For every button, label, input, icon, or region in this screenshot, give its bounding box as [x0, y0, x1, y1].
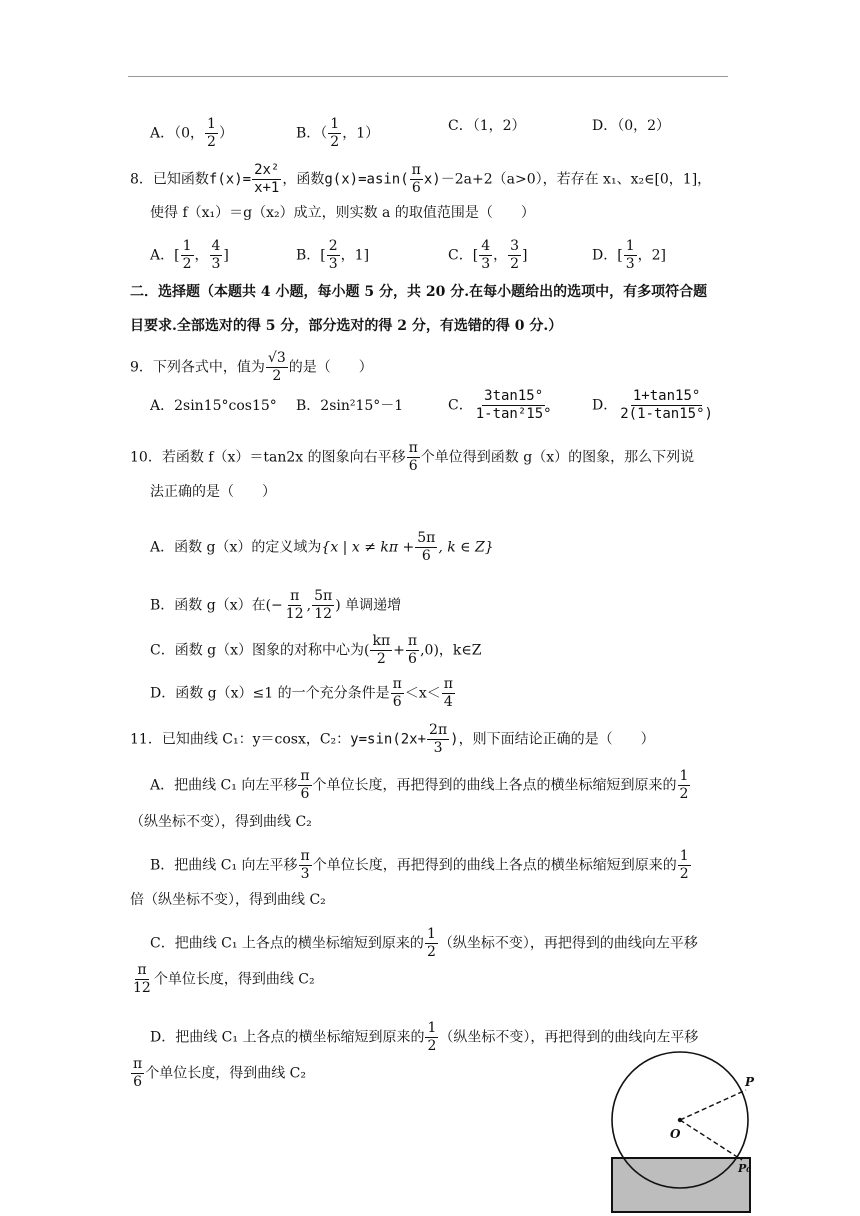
q9-stem: 9．下列各式中，值为 $\frac{√3}{2}$ 的是（ ）: [130, 350, 373, 384]
fraction: $\frac{1}{2}$: [207, 116, 216, 150]
q8-option-d: D．[ $\frac{1}{3}$ ，2]: [592, 238, 666, 272]
fraction: $\frac{\pi}{3}$: [300, 848, 310, 882]
fraction: $\frac{1}{2}$: [679, 768, 689, 802]
q11-option-a: A．把曲线 C₁ 向左平移 $\frac{\pi}{6}$ 个单位长度，再把得到的曲线上各点的横坐标缩短到原来的 $\frac{1}{2}$: [150, 768, 689, 802]
fraction: $\frac{1}{2}$: [427, 1020, 437, 1054]
fraction: $\frac{1+\tan 15^\circ}{2(1-\tan 15^\circ)}$: [620, 388, 713, 422]
q8-option-a: A．[ $\frac{1}{2}$ ， $\frac{4}{3}$ ]: [150, 238, 229, 272]
q10-option-b: B．函数 g（x）在(− $\frac{\pi}{12}$ , $\frac{5\pi}{12}$ ) 单调递增: [150, 588, 402, 622]
q7-option-d: D．（0，2）: [592, 118, 671, 134]
radius-op: [680, 1090, 746, 1120]
q10-option-a: A．函数 g（x）的定义域为{x | x ≠ kπ + $\frac{5\pi}{6}$ , k ∈ Z}: [150, 530, 494, 564]
fraction: $\frac{\pi}{6}$: [392, 676, 402, 710]
fraction: $\frac{2\pi}{3}$: [429, 722, 448, 756]
q10-stem-line2: 法正确的是（ ）: [150, 484, 276, 500]
fraction: $\frac{2}{3}$: [328, 238, 338, 272]
fraction: $\frac{\pi}{6}$: [411, 162, 421, 196]
fraction: $\frac{\pi}{12}$: [285, 588, 304, 622]
section2-heading-line2: 目要求.全部选对的得 5 分，部分选对的得 2 分，有选错的得 0 分.）: [130, 318, 563, 334]
ferris-wheel-figure: [604, 1050, 754, 1216]
label-p0: P₀: [738, 1162, 752, 1175]
fraction: $\frac{k\pi}{2}$: [372, 633, 391, 667]
fraction: $\frac{1}{2}$: [330, 116, 340, 150]
fraction: $\frac{5\pi}{6}$: [417, 530, 436, 564]
label-o: O: [670, 1127, 681, 1141]
q11-option-b: B．把曲线 C₁ 向左平移 $\frac{\pi}{3}$ 个单位长度，再把得到的曲线上各点的横坐标缩短到原来的 $\frac{1}{2}$: [150, 848, 689, 882]
fraction: $\frac{3}{2}$: [510, 238, 520, 272]
q8-option-b: B．[ $\frac{2}{3}$ ，1]: [296, 238, 370, 272]
q8-stem-line2: 使得 f（x₁）＝g（x₂）成立，则实数 a 的取值范围是（ ）: [150, 205, 535, 221]
fraction: $\frac{\pi}{6}$: [133, 1056, 143, 1090]
q11-option-d-line2: $\frac{\pi}{6}$ 个单位长度，得到曲线 C₂: [133, 1056, 306, 1090]
fraction: $\frac{\text{2x²}}{x+1}$: [254, 162, 280, 196]
section2-heading: 二．选择题（本题共 4 小题，每小题 5 分，共 20 分.在每小题给出的选项中，有多项符合题: [130, 284, 708, 300]
fraction: $\frac{3\tan 15^\circ}{\text{1-tan²15°}}$: [475, 388, 552, 422]
q11-option-b-line2: 倍（纵坐标不变），得到曲线 C₂: [130, 892, 326, 908]
q7-option-b: B．（ $\frac{1}{2}$ ，1）: [296, 116, 380, 150]
fraction: $\frac{5\pi}{12}$: [314, 588, 333, 622]
q9-option-a: A．2sin15°cos15°: [150, 398, 277, 414]
fraction: $\frac{\pi}{6}$: [300, 768, 310, 802]
fraction: $\frac{√3}{2}$: [267, 350, 286, 384]
q10-option-c: C．函数 g（x）图象的对称中心为( $\frac{k\pi}{2}$ + $\frac{\pi}{6}$ ,0)，k∈Z: [150, 633, 482, 667]
radius-op0: [680, 1120, 742, 1160]
q11-option-c-line2: $\frac{\pi}{12}$ 个单位长度，得到曲线 C₂: [133, 962, 315, 996]
q8-stem: 8．已知函数f(x)= $\frac{\text{2x²}}{x+1}$ ，函数g(x)=asin( $\frac{\pi}{6}$ x)－2a+2（a>0），若存在 x₁、x₂∈[0，1]，: [130, 162, 712, 196]
q7-option-c: C．（1，2）: [448, 118, 526, 134]
fraction: $\frac{4}{3}$: [211, 238, 221, 272]
label-p: P: [745, 1075, 754, 1089]
fraction: $\frac{\pi}{6}$: [407, 633, 418, 667]
q11-stem: 11．已知曲线 C₁：y＝cosx，C₂：y=sin(2x+ $\frac{2\pi}{3}$ )，则下面结论正确的是（ ）: [130, 722, 655, 756]
q9-option-b: B．2sin²15°－1: [296, 398, 404, 414]
q9-option-d: D． $\frac{1+\tan 15^\circ}{2(1-\tan 15^\circ)}$: [592, 388, 713, 422]
fraction: $\frac{1}{2}$: [182, 238, 192, 272]
q7-option-a: A．（0， $\frac{1}{2}$ ）: [150, 116, 233, 150]
fraction: $\frac{1}{2}$: [679, 848, 689, 882]
q11-option-d: D．把曲线 C₁ 上各点的横坐标缩短到原来的 $\frac{1}{2}$ （纵坐标不变），再把得到的曲线向左平移: [150, 1020, 699, 1054]
q8-option-c: C．[ $\frac{4}{3}$ ， $\frac{3}{2}$ ]: [448, 238, 528, 272]
fraction: $\frac{1}{2}$: [426, 926, 436, 960]
q11-option-c: C．把曲线 C₁ 上各点的横坐标缩短到原来的 $\frac{1}{2}$ （纵坐标不变），再把得到的曲线向左平移: [150, 926, 698, 960]
fraction: $\frac{\pi}{6}$: [408, 440, 418, 474]
q10-option-d: D．函数 g（x）≤1 的一个充分条件是 $\frac{\pi}{6}$ ＜x＜ $\frac{\pi}{4}$: [150, 676, 453, 710]
q9-option-c: C． $\frac{3\tan 15^\circ}{\text{1-tan²15°}}$: [448, 388, 552, 422]
q10-stem: 10．若函数 f（x）＝tan2x 的图象向右平移 $\frac{\pi}{6}$ 个单位得到函数 g（x）的图象，那么下列说: [130, 440, 695, 474]
fraction: $\frac{\pi}{4}$: [443, 676, 453, 710]
fraction: $\frac{\pi}{12}$: [133, 962, 151, 996]
q11-option-a-line2: （纵坐标不变），得到曲线 C₂: [130, 814, 312, 830]
center-point: [678, 1118, 682, 1122]
header-rule: [128, 76, 728, 77]
fraction: $\frac{4}{3}$: [481, 238, 491, 272]
fraction: $\frac{1}{3}$: [625, 238, 635, 272]
